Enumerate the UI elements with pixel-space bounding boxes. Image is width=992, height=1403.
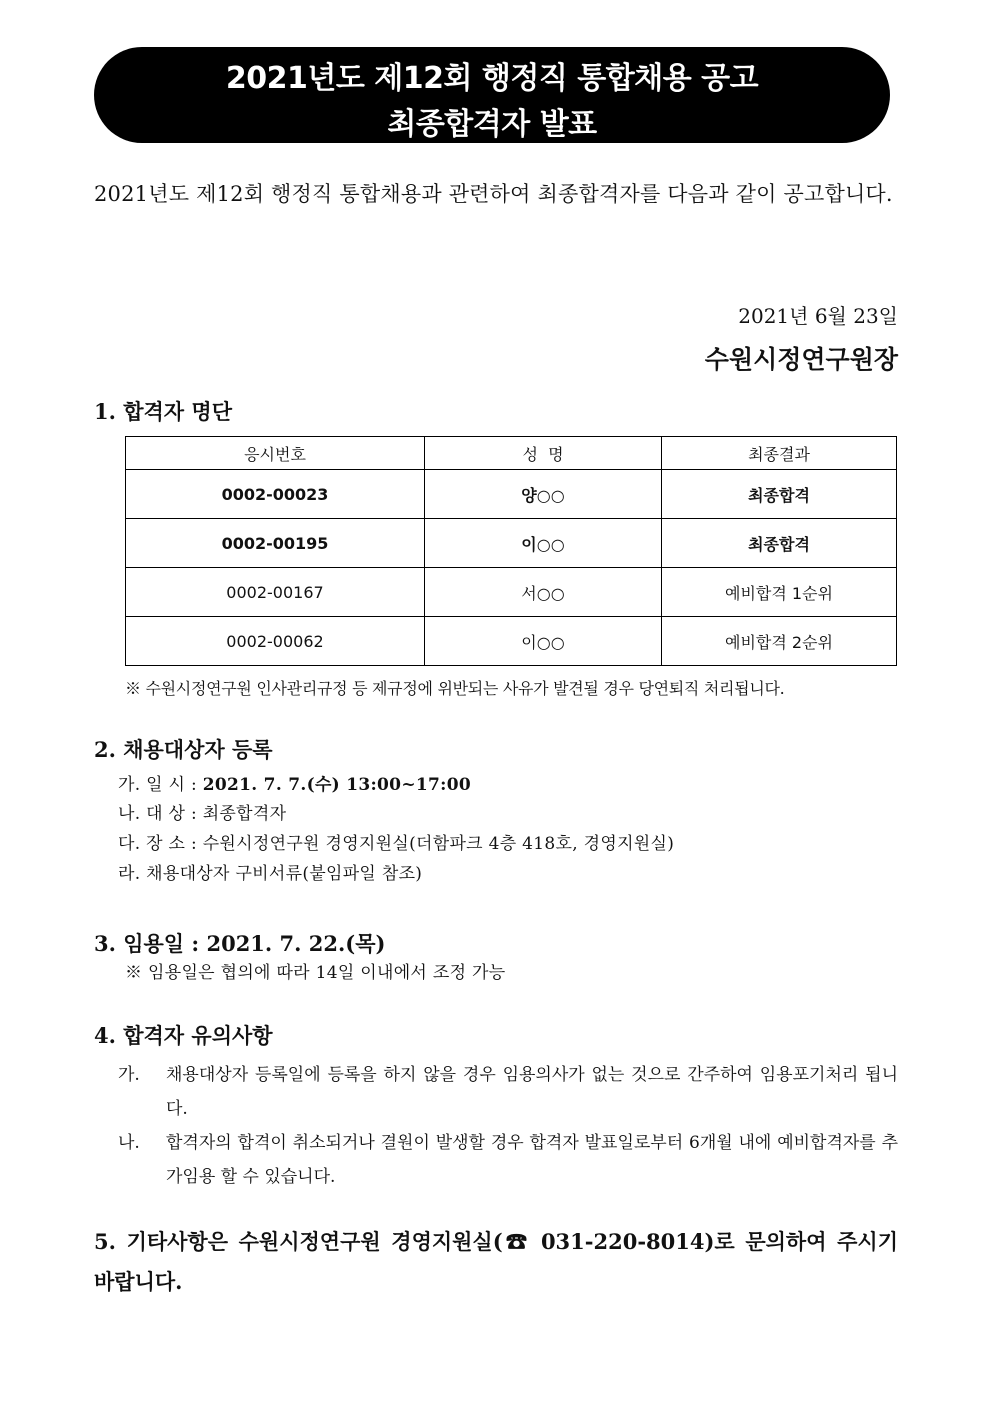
cell-name: 서○○: [425, 568, 662, 617]
registration-datetime-value: 2021. 7. 7.(수) 13:00~17:00: [202, 775, 471, 795]
section-4-heading: 4. 합격자 유의사항: [94, 1023, 273, 1048]
table-note: ※ 수원시정연구원 인사관리규정 등 제규정에 위반되는 사유가 발견될 경우 당연퇴직 처리됩니다.: [125, 679, 785, 698]
cell-result: 최종합격: [662, 519, 897, 568]
title-line-1: 2021년도 제12회 행정직 통합채용 공고: [225, 61, 759, 96]
notice-item-a: [118, 1058, 898, 1126]
section-1-heading: 1. 합격자 명단: [94, 399, 232, 424]
title-banner: [94, 47, 890, 143]
section-2-heading: 2. 채용대상자 등록: [94, 737, 273, 762]
cell-exam-number: 0002-00023: [126, 470, 425, 519]
registration-datetime-label: 가. 일 시 :: [118, 775, 198, 795]
registration-datetime: [118, 770, 471, 795]
table-row: [126, 568, 897, 617]
registration-target: 나. 대 상 : 최종합격자: [118, 804, 287, 824]
appointment-note: ※ 임용일은 협의에 따라 14일 이내에서 조정 가능: [125, 963, 506, 983]
cell-exam-number: 0002-00195: [126, 519, 425, 568]
registration-place: 다. 장 소 : 수원시정연구원 경영지원실(더함파크 4층 418호, 경영지원실): [118, 834, 675, 854]
column-header-exam-number: 응시번호: [126, 437, 425, 470]
notice-item-a-text: 채용대상자 등록일에 등록을 하지 않을 경우 임용의사가 없는 것으로 간주하여 임용포기처리 됩니다.: [166, 1065, 898, 1119]
cell-exam-number: 0002-00062: [126, 617, 425, 666]
announcement-date: 2021년 6월 23일: [738, 304, 898, 328]
issuer-name: 수원시정연구원장: [704, 345, 898, 374]
section-5-contact: 5. 기타사항은 수원시정연구원 경영지원실(☎ 031-220-8014)로 문의하여 주시기 바랍니다.: [94, 1229, 898, 1294]
cell-name: 이○○: [425, 617, 662, 666]
table-row: [126, 519, 897, 568]
cell-name: 양○○: [425, 470, 662, 519]
cell-result: 예비합격 2순위: [662, 617, 897, 666]
registration-documents: 라. 채용대상자 구비서류(붙임파일 참조): [118, 864, 423, 884]
table-row: [126, 617, 897, 666]
column-header-name: 성 명: [425, 437, 662, 470]
notice-item-a-marker: 가.: [118, 1065, 140, 1085]
column-header-result: 최종결과: [662, 437, 897, 470]
cell-result: 최종합격: [662, 470, 897, 519]
notice-item-b: [118, 1126, 898, 1194]
intro-paragraph: 2021년도 제12회 행정직 통합채용과 관련하여 최종합격자를 다음과 같이 공고합니다.: [94, 182, 893, 206]
title-line-2: 최종합격자 발표: [387, 107, 597, 142]
table-row: [126, 470, 897, 519]
table-header-row: [126, 437, 897, 470]
notice-item-b-text: 합격자의 합격이 취소되거나 결원이 발생할 경우 합격자 발표일로부터 6개월 내에 예비합격자를 추가임용 할 수 있습니다.: [166, 1133, 898, 1187]
notice-item-b-marker: 나.: [118, 1133, 140, 1153]
cell-name: 이○○: [425, 519, 662, 568]
section-3-heading: 3. 임용일 : 2021. 7. 22.(목): [94, 931, 386, 956]
cell-exam-number: 0002-00167: [126, 568, 425, 617]
cell-result: 예비합격 1순위: [662, 568, 897, 617]
results-table: [125, 436, 897, 666]
